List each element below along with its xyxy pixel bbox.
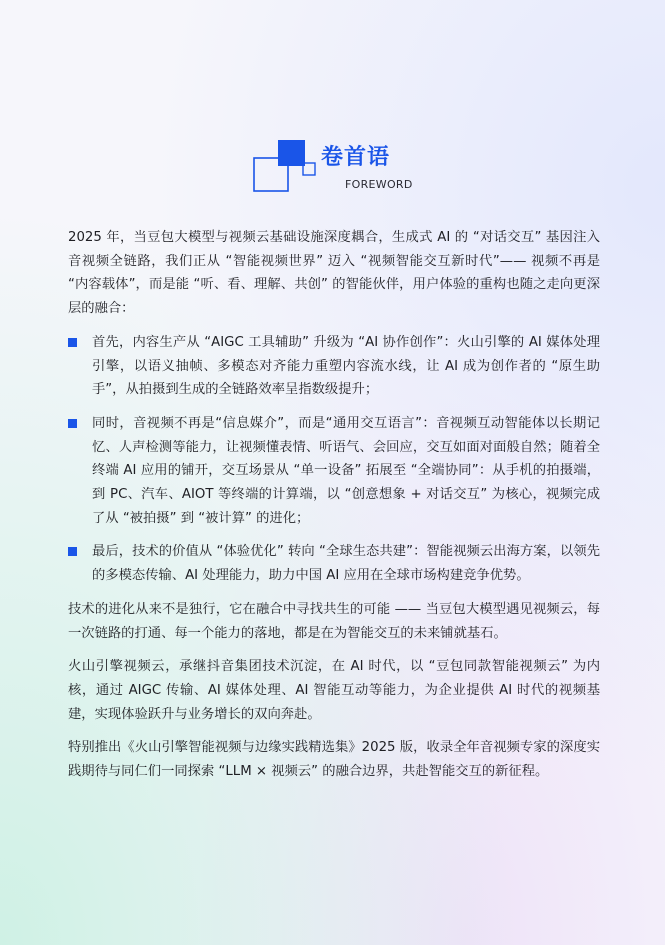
bullet-item <box>68 540 600 587</box>
intro-paragraph: 2025 年，当豆包大模型与视频云基础设施深度耦合，生成式 AI 的 “对话交互” 基因注入音视频全链路，我们正从 “智能视频世界” 迈入 “视频智能交互新时代”—— 视频不再是 “内容载体”，而是能 “听、看、理解、共创” 的智能伙伴，用户体验的重构也随之走向更深层的融合： <box>68 230 600 317</box>
foreword-header <box>252 138 452 194</box>
bullet-square-icon <box>68 419 77 428</box>
page-title: 卷首语 <box>321 145 391 170</box>
bullet-text: 最后，技术的价值从 “体验优化” 转向 “全球生态共建”：智能视频云出海方案，以领先的多模态传输、AI 处理能力，助力中国 AI 应用在全球市场构建竞争优势。 <box>92 544 600 584</box>
body-paragraph: 技术的进化从来不是独行，它在融合中寻找共生的可能 —— 当豆包大模型遇见视频云，每一次链路的打通、每一个能力的落地，都是在为智能交互的未来铺就基石。 <box>68 601 600 641</box>
bullet-text: 同时，音视频不再是“信息媒介”，而是“通用交互语言”：音视频互动智能体以长期记忆、人声检测等能力，让视频懂表情、听语气、会回应，交互如面对面般自然；随着全终端 AI 应用的铺开，交互场景从 “单一设备” 拓展至 “全端协同”：从手机的拍摄端，到 PC、汽车、AIOT 等终端的计算端，以 “创意想象 + 对话交互” 为核心，视频完成了从 “被拍摄” 到 “被计算” 的进化； <box>92 415 600 526</box>
page-subtitle: FOREWORD <box>345 178 413 191</box>
body-paragraph: 火山引擎视频云，承继抖音集团技术沉淀，在 AI 时代，以 “豆包同款智能视频云” 为内核，通过 AIGC 传输、AI 媒体处理、AI 智能互动等能力，为企业提供 AI 时代的视频基建，实现体验跃升与业务增长的双向奔赴。 <box>68 659 600 722</box>
foreword-logo-icon <box>252 138 318 194</box>
bullet-item <box>68 331 600 402</box>
foreword-body <box>68 226 600 794</box>
body-paragraph: 特别推出《火山引擎智能视频与边缘实践精选集》2025 版，收录全年音视频专家的深度实践期待与同仁们一同探索 “LLM × 视频云” 的融合边界，共赴智能交互的新征程。 <box>68 740 600 780</box>
bullet-text: 首先，内容生产从 “AIGC 工具辅助” 升级为 “AI 协作创作”：火山引擎的 AI 媒体处理引擎，以语义抽帧、多模态对齐能力重塑内容流水线，让 AI 成为创作者的 “原生助手”，从拍摄到生成的全链路效率呈指数级提升； <box>92 334 600 398</box>
bullet-square-icon <box>68 338 77 347</box>
bullet-list <box>68 331 600 588</box>
bullet-item <box>68 412 600 531</box>
bullet-square-icon <box>68 547 77 556</box>
